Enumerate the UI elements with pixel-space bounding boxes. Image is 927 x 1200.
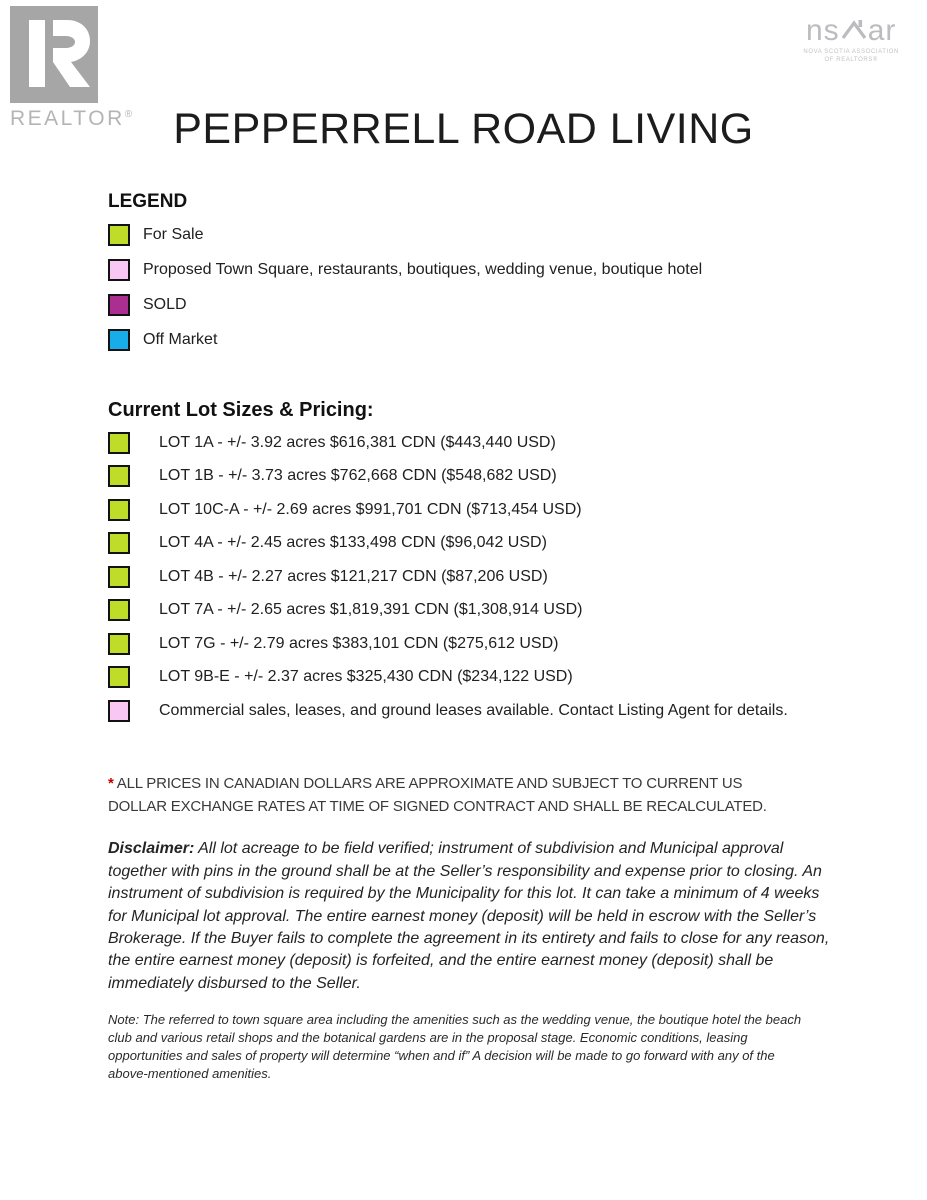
lot-swatch: [108, 532, 130, 554]
realtor-logo: [10, 6, 133, 131]
legend-item-sold: [108, 291, 837, 318]
note-paragraph: [108, 1011, 814, 1082]
lot-row-1b: [108, 463, 837, 490]
lot-label: LOT 4B - +/- 2.27 acres $121,217 CDN ($87,206 USD): [159, 567, 548, 585]
nsar-subtext: [803, 48, 899, 64]
lot-row-7g: [108, 630, 837, 657]
registered-mark: ®: [124, 109, 133, 120]
nsar-subtext-line1: NOVA SCOTIA ASSOCIATION: [803, 49, 899, 55]
nsar-wordmark: [803, 16, 899, 46]
lot-swatch: [108, 666, 130, 688]
red-asterisk: *: [108, 774, 114, 792]
legend-item-label: Proposed Town Square, restaurants, boutiques, wedding venue, boutique hotel: [143, 260, 703, 278]
sold-swatch: [108, 294, 130, 316]
for-sale-swatch: [108, 224, 130, 246]
page-title: PEPPERRELL ROAD LIVING: [173, 105, 754, 153]
proposed-town-square-swatch: [108, 259, 130, 281]
lot-label: LOT 7A - +/- 2.65 acres $1,819,391 CDN ($1,308,914 USD): [159, 601, 583, 619]
lot-row-7a: [108, 597, 837, 624]
disclaimer-label: Disclaimer:: [108, 840, 195, 858]
lot-label: LOT 1A - +/- 3.92 acres $616,381 CDN ($443,440 USD): [159, 433, 556, 451]
legend-item-label: SOLD: [143, 295, 187, 313]
legend-heading: LEGEND: [108, 191, 188, 213]
price-note-text: ALL PRICES IN CANADIAN DOLLARS ARE APPROXIMATE AND SUBJECT TO CURRENT US DOLLAR EXCHANGE RATES AT TIME OF SIGNED CONTRACT AND SHALL BE RECALCULATED.: [108, 774, 767, 816]
nsar-logo: [803, 16, 899, 64]
lot-row-10c-a: [108, 496, 837, 523]
lot-row-9b-e: [108, 664, 837, 691]
legend-item-label: Off Market: [143, 330, 218, 348]
house-icon: [841, 16, 867, 45]
realtor-r-icon: [10, 6, 98, 103]
off-market-swatch: [108, 329, 130, 351]
lot-label: LOT 9B-E - +/- 2.37 acres $325,430 CDN ($234,122 USD): [159, 668, 573, 686]
disclaimer-paragraph: [108, 838, 830, 995]
nsar-word-right: ar: [867, 14, 897, 47]
lot-row-1a: [108, 429, 837, 456]
lot-label: LOT 1B - +/- 3.73 acres $762,668 CDN ($548,682 USD): [159, 467, 557, 485]
legend-item-label: For Sale: [143, 225, 204, 243]
lot-swatch: [108, 566, 130, 588]
lot-label: LOT 7G - +/- 2.79 acres $383,101 CDN ($275,612 USD): [159, 634, 559, 652]
lot-swatch: [108, 599, 130, 621]
lot-swatch: [108, 499, 130, 521]
note-label: Note:: [108, 1012, 140, 1028]
lot-swatch: [108, 633, 130, 655]
nsar-word-left: ns: [806, 14, 840, 47]
content-column: [108, 191, 837, 1082]
legend-item-off-market: [108, 326, 837, 353]
commercial-swatch: [108, 700, 130, 722]
note-text: The referred to town square area including the amenities such as the wedding venue, the boutique hotel the beach club and various retail shops and the botanical gardens are in the proposal stage. Economic conditions, leasing opportunities and sales of property will determine “when and if” A decision will be made to go forward with any of the above-mentioned amenities.: [108, 1012, 802, 1081]
lot-label: LOT 4A - +/- 2.45 acres $133,498 CDN ($96,042 USD): [159, 534, 547, 552]
realtor-logo-label: REALTOR®: [10, 107, 133, 130]
lot-label: Commercial sales, leases, and ground leases available. Contact Listing Agent for details.: [159, 701, 788, 719]
lot-row-commercial: [108, 697, 837, 724]
price-note: [108, 772, 798, 819]
disclaimer-text: All lot acreage to be field verified; instrument of subdivision and Municipal approval together with pins in the ground shall be at the Seller’s responsibility and expense prior to closing. An instrument of subdivision is required by the Municipality for this lot. It can take a minimum of 4 weeks for Municipal lot approval. The entire earnest money (deposit) will be held in escrow with the Seller’s Brokerage. If the Buyer fails to complete the agreement in its entirety and fails to close for any reason, the entire earnest money (deposit) is forfeited, and the entire earnest money (deposit) shall be immediately disbursed to the Seller.: [108, 840, 830, 992]
legend-item-for-sale: [108, 221, 837, 248]
lot-swatch: [108, 432, 130, 454]
pricing-heading: Current Lot Sizes & Pricing:: [108, 399, 374, 422]
lot-row-4a: [108, 530, 837, 557]
lot-row-4b: [108, 563, 837, 590]
nsar-subtext-line2: OF REALTORS®: [824, 57, 878, 64]
legend-item-proposed-town-square: [108, 256, 837, 283]
lot-label: LOT 10C-A - +/- 2.69 acres $991,701 CDN ($713,454 USD): [159, 500, 582, 518]
lot-swatch: [108, 465, 130, 487]
